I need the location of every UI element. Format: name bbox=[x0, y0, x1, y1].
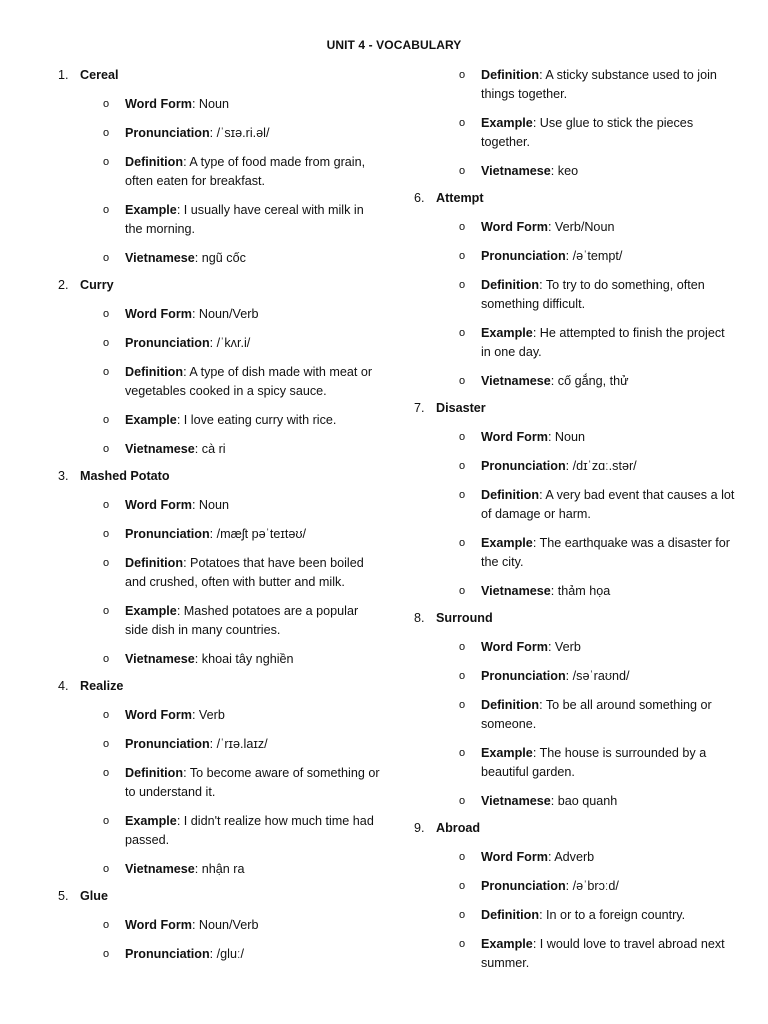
vocab-entry bbox=[414, 189, 736, 391]
detail-value: : cà ri bbox=[194, 442, 226, 456]
detail-value: : nhận ra bbox=[194, 862, 245, 876]
vocab-entry-continued bbox=[414, 66, 736, 181]
detail-value: : A type of dish made with meat or vegetables cooked in a spicy sauce. bbox=[125, 365, 373, 398]
detail-label: Example bbox=[125, 604, 177, 618]
detail-label: Pronunciation bbox=[481, 879, 566, 893]
entry-details bbox=[414, 638, 736, 811]
bullet-icon: o bbox=[459, 747, 466, 759]
entry-word: Glue bbox=[80, 889, 108, 903]
bullet-icon: o bbox=[459, 221, 466, 233]
detail-value: : A very bad event that causes a lot of damage or harm. bbox=[481, 488, 735, 521]
detail-label: Example bbox=[125, 814, 177, 828]
detail-item bbox=[414, 877, 736, 896]
detail-value: : Verb/Noun bbox=[547, 220, 615, 234]
detail-value: : Mashed potatoes are a popular side dish in many countries. bbox=[125, 604, 359, 637]
vocab-entry bbox=[58, 887, 380, 964]
entry-word: Abroad bbox=[436, 821, 481, 835]
detail-item bbox=[414, 848, 736, 867]
detail-label: Example bbox=[481, 746, 533, 760]
bullet-icon: o bbox=[103, 919, 110, 931]
entry-heading bbox=[58, 467, 380, 486]
detail-label: Vietnamese bbox=[125, 652, 195, 666]
entry-details bbox=[414, 218, 736, 391]
detail-item bbox=[414, 324, 736, 362]
bullet-icon: o bbox=[103, 308, 110, 320]
detail-label: Vietnamese bbox=[481, 584, 551, 598]
bullet-icon: o bbox=[103, 337, 110, 349]
detail-item bbox=[414, 792, 736, 811]
entry-heading bbox=[58, 887, 380, 906]
detail-label: Pronunciation bbox=[481, 669, 566, 683]
detail-label: Pronunciation bbox=[125, 947, 210, 961]
entry-heading bbox=[58, 66, 380, 85]
entry-heading bbox=[414, 399, 736, 418]
left-column bbox=[58, 60, 380, 964]
bullet-icon: o bbox=[103, 709, 110, 721]
detail-label: Pronunciation bbox=[125, 336, 210, 350]
detail-value: : The house is surrounded by a beautiful garden. bbox=[481, 746, 707, 779]
detail-label: Example bbox=[481, 536, 533, 550]
entry-number: 3. bbox=[58, 469, 69, 483]
detail-value: : Noun bbox=[191, 498, 230, 512]
entry-number: 7. bbox=[414, 401, 425, 415]
bullet-icon: o bbox=[459, 641, 466, 653]
detail-item bbox=[58, 363, 380, 401]
entry-heading bbox=[414, 189, 736, 208]
bullet-icon: o bbox=[103, 767, 110, 779]
detail-label: Word Form bbox=[125, 918, 192, 932]
detail-value: : /gluː/ bbox=[209, 947, 244, 961]
detail-label: Pronunciation bbox=[481, 459, 566, 473]
detail-item bbox=[58, 496, 380, 515]
detail-label: Pronunciation bbox=[125, 126, 210, 140]
detail-label: Word Form bbox=[481, 850, 548, 864]
entry-details bbox=[414, 428, 736, 601]
entry-details bbox=[414, 66, 736, 181]
detail-item bbox=[414, 372, 736, 391]
entry-heading bbox=[58, 677, 380, 696]
detail-item bbox=[414, 428, 736, 447]
detail-item bbox=[58, 860, 380, 879]
detail-value: : /ˈsɪə.ri.əl/ bbox=[209, 126, 270, 140]
detail-label: Word Form bbox=[125, 307, 192, 321]
detail-value: : ngũ cốc bbox=[194, 251, 246, 265]
entry-details bbox=[58, 305, 380, 459]
detail-label: Vietnamese bbox=[481, 164, 551, 178]
detail-item bbox=[414, 247, 736, 266]
detail-item bbox=[58, 706, 380, 725]
detail-value: : Potatoes that have been boiled and crushed, often with butter and milk. bbox=[125, 556, 364, 589]
detail-item bbox=[58, 764, 380, 802]
detail-value: : Verb bbox=[547, 640, 581, 654]
bullet-icon: o bbox=[459, 851, 466, 863]
entry-details bbox=[58, 916, 380, 964]
detail-value: : /səˈraʊnd/ bbox=[565, 669, 630, 683]
bullet-icon: o bbox=[459, 938, 466, 950]
entry-word: Mashed Potato bbox=[80, 469, 170, 483]
bullet-icon: o bbox=[103, 738, 110, 750]
entry-number: 6. bbox=[414, 191, 425, 205]
detail-item bbox=[414, 218, 736, 237]
bullet-icon: o bbox=[459, 327, 466, 339]
bullet-icon: o bbox=[103, 528, 110, 540]
detail-label: Vietnamese bbox=[125, 442, 195, 456]
bullet-icon: o bbox=[103, 204, 110, 216]
detail-label: Definition bbox=[125, 155, 184, 169]
entry-word: Attempt bbox=[436, 191, 484, 205]
detail-item bbox=[58, 812, 380, 850]
bullet-icon: o bbox=[459, 537, 466, 549]
vocab-entry bbox=[58, 66, 380, 268]
entry-word: Realize bbox=[80, 679, 124, 693]
detail-value: : To be all around something or someone. bbox=[481, 698, 712, 731]
detail-label: Word Form bbox=[125, 97, 192, 111]
detail-value: : keo bbox=[550, 164, 579, 178]
vocab-entry bbox=[414, 399, 736, 601]
detail-label: Definition bbox=[125, 766, 184, 780]
detail-value: : A type of food made from grain, often eaten for breakfast. bbox=[125, 155, 366, 188]
detail-value: : thảm họa bbox=[550, 584, 611, 598]
detail-item bbox=[58, 201, 380, 239]
detail-label: Word Form bbox=[481, 640, 548, 654]
entry-number: 1. bbox=[58, 68, 69, 82]
detail-item bbox=[414, 696, 736, 734]
detail-item bbox=[58, 305, 380, 324]
detail-label: Definition bbox=[481, 488, 540, 502]
bullet-icon: o bbox=[459, 909, 466, 921]
detail-label: Definition bbox=[481, 908, 540, 922]
bullet-icon: o bbox=[103, 815, 110, 827]
detail-value: : I love eating curry with rice. bbox=[176, 413, 337, 427]
bullet-icon: o bbox=[459, 117, 466, 129]
vocab-entry bbox=[414, 819, 736, 973]
bullet-icon: o bbox=[103, 414, 110, 426]
detail-label: Definition bbox=[481, 278, 540, 292]
detail-label: Example bbox=[481, 116, 533, 130]
detail-item bbox=[58, 153, 380, 191]
detail-item bbox=[58, 554, 380, 592]
bullet-icon: o bbox=[103, 948, 110, 960]
detail-label: Word Form bbox=[481, 430, 548, 444]
detail-value: : /dɪˈzɑː.stər/ bbox=[565, 459, 637, 473]
detail-label: Example bbox=[125, 203, 177, 217]
bullet-icon: o bbox=[103, 156, 110, 168]
detail-label: Definition bbox=[481, 698, 540, 712]
entry-word: Disaster bbox=[436, 401, 486, 415]
bullet-icon: o bbox=[103, 127, 110, 139]
detail-item bbox=[58, 602, 380, 640]
bullet-icon: o bbox=[459, 165, 466, 177]
detail-value: : I didn't realize how much time had passed. bbox=[125, 814, 374, 847]
bullet-icon: o bbox=[103, 557, 110, 569]
detail-value: : cố gắng, thử bbox=[550, 374, 629, 388]
detail-label: Example bbox=[481, 326, 533, 340]
detail-value: : I would love to travel abroad next summer. bbox=[481, 937, 725, 970]
vocab-entry bbox=[58, 276, 380, 459]
detail-label: Definition bbox=[481, 68, 540, 82]
detail-item bbox=[58, 411, 380, 430]
detail-label: Word Form bbox=[125, 708, 192, 722]
entry-details bbox=[414, 848, 736, 973]
detail-item bbox=[58, 334, 380, 353]
bullet-icon: o bbox=[459, 670, 466, 682]
detail-item bbox=[414, 66, 736, 104]
entry-number: 5. bbox=[58, 889, 69, 903]
detail-label: Pronunciation bbox=[125, 527, 210, 541]
entry-number: 8. bbox=[414, 611, 425, 625]
bullet-icon: o bbox=[459, 279, 466, 291]
bullet-icon: o bbox=[103, 653, 110, 665]
detail-item bbox=[414, 486, 736, 524]
detail-item bbox=[58, 945, 380, 964]
entry-heading bbox=[414, 819, 736, 838]
detail-label: Vietnamese bbox=[481, 794, 551, 808]
vocab-entry bbox=[58, 467, 380, 669]
detail-item bbox=[414, 906, 736, 925]
bullet-icon: o bbox=[459, 489, 466, 501]
detail-value: : A sticky substance used to join things together. bbox=[481, 68, 717, 101]
detail-item bbox=[414, 162, 736, 181]
detail-item bbox=[58, 735, 380, 754]
vocab-entry bbox=[58, 677, 380, 879]
detail-label: Pronunciation bbox=[125, 737, 210, 751]
detail-value: : Noun bbox=[191, 97, 230, 111]
entry-number: 2. bbox=[58, 278, 69, 292]
bullet-icon: o bbox=[459, 880, 466, 892]
detail-value: : Noun/Verb bbox=[191, 307, 259, 321]
bullet-icon: o bbox=[103, 863, 110, 875]
entry-details bbox=[58, 496, 380, 669]
entry-heading bbox=[58, 276, 380, 295]
detail-item bbox=[58, 916, 380, 935]
detail-label: Definition bbox=[125, 556, 184, 570]
bullet-icon: o bbox=[103, 366, 110, 378]
detail-value: : I usually have cereal with milk in the morning. bbox=[125, 203, 364, 236]
detail-label: Vietnamese bbox=[125, 251, 195, 265]
detail-item bbox=[58, 95, 380, 114]
detail-label: Definition bbox=[125, 365, 184, 379]
detail-value: : Use glue to stick the pieces together. bbox=[481, 116, 694, 149]
bullet-icon: o bbox=[459, 699, 466, 711]
entry-word: Cereal bbox=[80, 68, 119, 82]
detail-item bbox=[414, 582, 736, 601]
detail-value: : /ˈkʌr.i/ bbox=[209, 336, 251, 350]
bullet-icon: o bbox=[459, 460, 466, 472]
bullet-icon: o bbox=[459, 795, 466, 807]
detail-label: Vietnamese bbox=[481, 374, 551, 388]
detail-item bbox=[414, 667, 736, 686]
detail-value: : To become aware of something or to understand it. bbox=[125, 766, 380, 799]
detail-value: : /mæʃt pəˈteɪtəʊ/ bbox=[209, 527, 307, 541]
entry-word: Curry bbox=[80, 278, 114, 292]
detail-label: Pronunciation bbox=[481, 249, 566, 263]
detail-value: : /əˈbrɔːd/ bbox=[565, 879, 619, 893]
document-title: UNIT 4 - VOCABULARY bbox=[326, 38, 462, 52]
detail-value: : bao quanh bbox=[550, 794, 618, 808]
bullet-icon: o bbox=[459, 585, 466, 597]
detail-item bbox=[414, 114, 736, 152]
detail-item bbox=[58, 249, 380, 268]
bullet-icon: o bbox=[103, 605, 110, 617]
detail-item bbox=[414, 638, 736, 657]
vocab-entry bbox=[414, 609, 736, 811]
right-column bbox=[414, 60, 736, 973]
detail-item bbox=[414, 935, 736, 973]
bullet-icon: o bbox=[103, 499, 110, 511]
entry-word: Surround bbox=[436, 611, 493, 625]
bullet-icon: o bbox=[459, 431, 466, 443]
detail-value: : Verb bbox=[191, 708, 225, 722]
entry-details bbox=[58, 95, 380, 268]
detail-value: : In or to a foreign country. bbox=[539, 908, 686, 922]
detail-value: : The earthquake was a disaster for the city. bbox=[481, 536, 730, 569]
detail-label: Vietnamese bbox=[125, 862, 195, 876]
detail-value: : /əˈtempt/ bbox=[565, 249, 623, 263]
detail-label: Example bbox=[125, 413, 177, 427]
detail-item bbox=[414, 744, 736, 782]
detail-item bbox=[414, 457, 736, 476]
detail-label: Example bbox=[481, 937, 533, 951]
bullet-icon: o bbox=[459, 250, 466, 262]
detail-label: Word Form bbox=[481, 220, 548, 234]
detail-item bbox=[58, 124, 380, 143]
bullet-icon: o bbox=[103, 252, 110, 264]
detail-item bbox=[414, 534, 736, 572]
detail-item bbox=[414, 276, 736, 314]
entry-number: 4. bbox=[58, 679, 69, 693]
detail-value: : Noun/Verb bbox=[191, 918, 259, 932]
detail-value: : Noun bbox=[547, 430, 586, 444]
entry-heading bbox=[414, 609, 736, 628]
bullet-icon: o bbox=[103, 443, 110, 455]
entry-number: 9. bbox=[414, 821, 425, 835]
detail-value: : Adverb bbox=[547, 850, 595, 864]
detail-label: Word Form bbox=[125, 498, 192, 512]
detail-item bbox=[58, 440, 380, 459]
entry-details bbox=[58, 706, 380, 879]
detail-value: : To try to do something, often something difficult. bbox=[481, 278, 705, 311]
bullet-icon: o bbox=[459, 69, 466, 81]
detail-value: : /ˈrɪə.laɪz/ bbox=[209, 737, 268, 751]
detail-value: : khoai tây nghiền bbox=[194, 652, 294, 666]
detail-item bbox=[58, 525, 380, 544]
detail-item bbox=[58, 650, 380, 669]
detail-value: : He attempted to finish the project in one day. bbox=[481, 326, 725, 359]
bullet-icon: o bbox=[459, 375, 466, 387]
bullet-icon: o bbox=[103, 98, 110, 110]
